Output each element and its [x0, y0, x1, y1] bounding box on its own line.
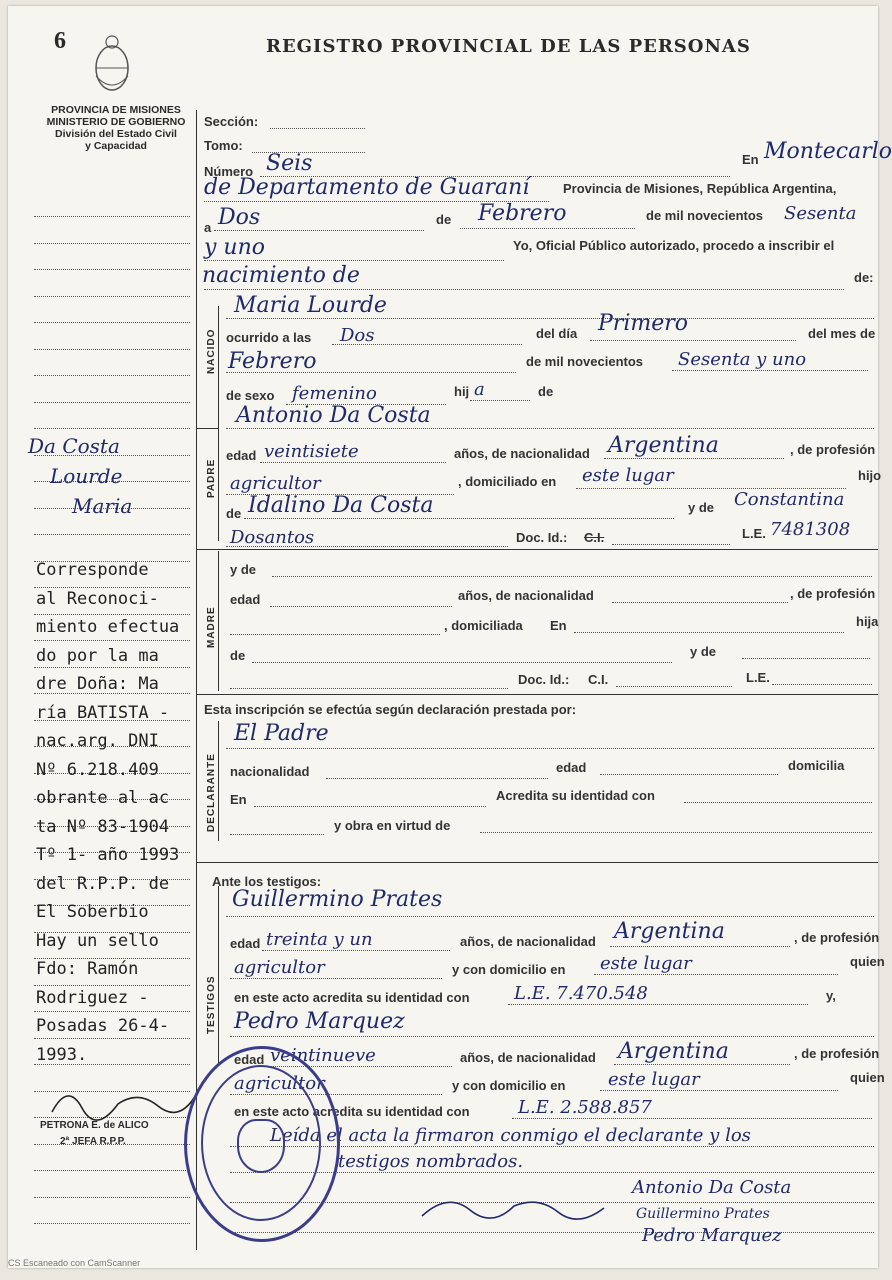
label-en-este-acto: en este acto acredita su identidad con [234, 1104, 470, 1119]
entry-testigo2-nombre: Pedro Marquez [234, 1009, 405, 1034]
rule [226, 748, 874, 749]
label-de-profesion: , de profesión [790, 586, 876, 601]
birth-certificate-page [8, 6, 892, 1268]
rule [616, 686, 732, 687]
label-de-mil-novecientos: de mil novecientos [526, 354, 644, 369]
rule [480, 832, 872, 833]
rule [214, 230, 424, 231]
label-en: En [230, 792, 247, 807]
rule [332, 344, 522, 345]
issuer-block [36, 104, 196, 152]
label-edad: edad [230, 592, 261, 607]
label-yo-oficial: Yo, Oficial Público autorizado, procedo a inscribir el [513, 238, 835, 253]
side-label-padre: PADRE [206, 458, 217, 498]
label-nacionalidad: nacionalidad [230, 764, 310, 779]
rule [230, 978, 442, 979]
entry-testigo2-prof: agricultor [234, 1073, 325, 1094]
margin-annotation-line: ta Nº 83-1904 [36, 816, 170, 837]
rule [574, 632, 844, 633]
rule [230, 1036, 874, 1037]
label-y-de: y de [690, 644, 717, 659]
label-de-profesion: , de profesión [794, 930, 880, 945]
entry-testigo2-edad: veintinueve [270, 1045, 376, 1066]
rule [600, 774, 778, 775]
rule [672, 370, 868, 371]
label-de-colon: de: [854, 270, 874, 285]
margin-rule [34, 296, 190, 297]
label-edad: edad [230, 936, 261, 951]
margin-name-c: Maria [72, 494, 133, 518]
label-doc-id: Doc. Id.: [516, 530, 568, 545]
label-domicilia: domicilia [788, 758, 845, 773]
rule [612, 602, 788, 603]
side-label-madre: MADRE [206, 606, 217, 648]
madre-rule [218, 551, 219, 691]
side-label-declarante: DECLARANTE [206, 753, 217, 832]
margin-rule [34, 534, 190, 535]
rule [226, 372, 516, 373]
rule [252, 662, 672, 663]
entry-departamento: de Departamento de Guaraní [204, 175, 530, 200]
margin-rule [34, 402, 190, 403]
label-seccion: Sección: [204, 114, 259, 129]
entry-nombre-nacido: Maria Lourde [234, 293, 387, 318]
rule [272, 576, 872, 577]
margin-annotation-line: Nº 6.218.409 [36, 759, 159, 780]
margin-annotation-line: Tº 1- año 1993 [36, 845, 180, 865]
label-de-profesion: , de profesión [790, 442, 876, 457]
rule [226, 318, 874, 319]
label-provincia: Provincia de Misiones, República Argentina, [563, 181, 837, 196]
label-con-domicilio: y con domicilio en [452, 1078, 566, 1093]
entry-testigo2-nac: Argentina [618, 1039, 729, 1064]
rule [204, 289, 844, 290]
rule [230, 688, 508, 689]
rule [604, 458, 784, 459]
label-a: a [204, 220, 212, 235]
rule [460, 228, 635, 229]
rule [772, 684, 872, 685]
label-de-profesion: , de profesión [794, 1046, 880, 1061]
entry-mes-inscripcion: Febrero [478, 201, 567, 226]
rule [470, 400, 530, 401]
official-seal-icon [184, 1046, 340, 1242]
margin-name-block [28, 434, 188, 518]
margin-rule [34, 1223, 190, 1224]
nacido-padre-rule [218, 306, 219, 541]
margin-rule [34, 349, 190, 350]
entry-hij-suffix: a [474, 379, 485, 400]
side-label-testigos: TESTIGOS [206, 975, 217, 1034]
oficial-signature [418, 1186, 608, 1226]
issuer-line1: PROVINCIA DE MISIONES [51, 104, 181, 116]
section-divider [196, 428, 218, 429]
margin-stamp-line1: PETRONA E. de ALICO [40, 1120, 149, 1131]
side-label-nacido: NACIDO [206, 328, 217, 374]
entry-padre-nacionalidad: Argentina [608, 433, 719, 458]
label-del-mes: del mes de [808, 326, 876, 341]
rule [326, 778, 548, 779]
section-divider [196, 694, 878, 695]
entry-anio-a: Sesenta [784, 203, 857, 224]
entry-padre-madre-a: Constantina [734, 489, 845, 510]
margin-annotation-line: El Soberbio [36, 902, 149, 922]
declarante-rule [218, 721, 219, 841]
issuer-line2: MINISTERIO DE GOBIERNO [46, 116, 186, 128]
entry-lugar: Montecarlo [764, 139, 892, 164]
label-domiciliado: , domiciliado en [458, 474, 557, 489]
margin-name-a: Da Costa [28, 434, 120, 458]
rule [204, 260, 504, 261]
entry-padre-edad: veintisiete [264, 441, 359, 462]
signature-antonio: Antonio Da Costa [632, 1177, 792, 1198]
margin-name-b: Lourde [50, 464, 123, 488]
rule [270, 128, 365, 129]
rule [590, 340, 796, 341]
rule [612, 544, 730, 545]
margin-signature [48, 1078, 198, 1122]
label-de: de [436, 212, 452, 227]
label-del-dia: del día [536, 326, 578, 341]
entry-padre-profesion: agricultor [230, 473, 321, 494]
entry-padre-le: 7481308 [770, 519, 851, 540]
rule [226, 546, 508, 547]
entry-testigo2-dom: este lugar [608, 1069, 700, 1090]
entry-declarante: El Padre [234, 721, 329, 746]
label-hijo: hijo [858, 468, 882, 483]
margin-annotation-line: nac.arg. DNI [36, 731, 159, 751]
entry-testigo2-doc: L.E. 2.588.857 [518, 1097, 652, 1118]
signature-pedro: Pedro Marquez [642, 1225, 782, 1246]
entry-hora: Dos [340, 325, 375, 346]
signature-guillermino: Guillermino Prates [636, 1206, 770, 1222]
label-anos-nacionalidad: años, de nacionalidad [460, 934, 596, 949]
rule [742, 658, 870, 659]
entry-padre-domicilio: este lugar [582, 465, 674, 486]
margin-rule [34, 1170, 190, 1171]
margin-annotation-line: del R.P.P. de [36, 873, 170, 894]
label-en: En [550, 618, 567, 633]
margin-rule [34, 375, 190, 376]
label-edad: edad [226, 448, 257, 463]
rule [244, 518, 674, 519]
rule [610, 946, 790, 947]
label-ci: C.I. [588, 672, 609, 687]
entry-dia-inscripcion: Dos [218, 205, 261, 230]
testigos-rule [218, 886, 219, 1066]
rule [230, 834, 324, 835]
label-ante-testigos: Ante los testigos: [212, 874, 322, 889]
rule [260, 462, 446, 463]
page-number: 6 [54, 28, 66, 54]
margin-rule [34, 243, 190, 244]
label-de-sexo: de sexo [226, 388, 275, 403]
margin-rule [34, 216, 190, 217]
label-con-domicilio: y con domicilio en [452, 962, 566, 977]
entry-padre-doc-ci: C.I. [584, 530, 605, 545]
entry-padre-padre: Idalino Da Costa [248, 493, 434, 518]
coat-of-arms-icon [90, 32, 134, 96]
label-anos-nacionalidad: años, de nacionalidad [460, 1050, 596, 1065]
margin-rule [34, 269, 190, 270]
margin-annotation-line: Fdo: Ramón [36, 959, 139, 979]
entry-padre-nombre: Antonio Da Costa [236, 403, 431, 428]
label-quien: quien [850, 954, 885, 969]
label-y-de: y de [230, 562, 257, 577]
margin-annotation-line: al Reconoci- [36, 588, 159, 609]
rule [600, 1090, 838, 1091]
label-le: L.E. [742, 526, 766, 541]
rule [262, 950, 450, 951]
entry-dia-nac: Primero [598, 311, 688, 336]
label-doc-id: Doc. Id.: [518, 672, 570, 687]
rule [684, 802, 872, 803]
entry-testigo1-nac: Argentina [614, 919, 725, 944]
label-hij: hij [454, 384, 470, 399]
entry-sexo: femenino [292, 383, 377, 404]
entry-testigo1-edad: treinta y un [266, 929, 373, 950]
entry-cierre-b: testigos nombrados. [338, 1151, 524, 1172]
margin-annotation-line: Hay un sello [36, 930, 159, 951]
margin-rule [34, 428, 190, 429]
entry-padre-madre-b: Dosantos [230, 527, 315, 548]
entry-testigo1-dom: este lugar [600, 953, 692, 974]
label-numero: Número [204, 164, 254, 179]
label-domiciliada: , domiciliada [444, 618, 523, 633]
label-obra: y obra en virtud de [334, 818, 451, 833]
rule [254, 806, 486, 807]
label-y-de: y de [688, 500, 715, 515]
rule [508, 1004, 808, 1005]
label-le: L.E. [746, 670, 770, 685]
label-anos-nacionalidad: años, de nacionalidad [458, 588, 594, 603]
margin-annotation [36, 556, 196, 1069]
entry-numero: Seis [266, 151, 313, 176]
entry-testigo1-prof: agricultor [234, 957, 325, 978]
label-mil-novecientos: de mil novecientos [646, 208, 764, 223]
entry-cierre-a: Leída el acta la firmaron conmigo el declarante y los [270, 1125, 751, 1146]
margin-annotation-line: Corresponde [36, 560, 149, 580]
entry-anio-b: y uno [204, 235, 266, 260]
label-en-este-acto: en este acto acredita su identidad con [234, 990, 470, 1005]
entry-acto: nacimiento de [202, 263, 360, 288]
label-ocurrido: ocurrido a las [226, 330, 312, 345]
rule [594, 974, 838, 975]
margin-annotation-line: dre Doña: Ma [36, 674, 159, 694]
label-hija: hija [856, 614, 879, 629]
scanner-watermark: CS Escaneado con CamScanner [8, 1258, 141, 1268]
label-y-coma: y, [826, 988, 836, 1003]
section-divider [196, 862, 878, 863]
margin-rule [34, 1197, 190, 1198]
entry-testigo1-nombre: Guillermino Prates [232, 887, 443, 912]
label-de: de [226, 506, 242, 521]
rule [226, 916, 874, 917]
margin-stamp-line2: 2ª JEFA R.P.P. [60, 1136, 126, 1147]
label-de: de [230, 648, 246, 663]
label-tomo: Tomo: [204, 138, 243, 153]
margin-annotation-line: do por la ma [36, 645, 159, 666]
entry-mes-nac: Febrero [228, 349, 317, 374]
document-title: REGISTRO PROVINCIAL DE LAS PERSONAS [266, 36, 751, 57]
label-quien: quien [850, 1070, 885, 1085]
issuer-line3: División del Estado Civil [55, 128, 177, 140]
label-anos-nacionalidad: años, de nacionalidad [454, 446, 590, 461]
margin-annotation-line: miento efectua [36, 617, 180, 637]
rule [226, 428, 874, 429]
label-esta-inscripcion: Esta inscripción se efectúa según declaración prestada por: [204, 702, 577, 717]
rule [614, 1064, 790, 1065]
margin-annotation-line: 1993. [36, 1044, 88, 1065]
margin-annotation-line: Posadas 26-4- [36, 1016, 170, 1036]
label-edad: edad [234, 1052, 265, 1067]
rule [512, 1118, 872, 1119]
entry-testigo1-doc: L.E. 7.470.548 [514, 983, 648, 1004]
label-acredita: Acredita su identidad con [496, 788, 655, 803]
entry-anio-nac: Sesenta y uno [678, 349, 807, 370]
margin-rule [34, 322, 190, 323]
label-edad: edad [556, 760, 587, 775]
issuer-line4: y Capacidad [85, 140, 147, 152]
rule [230, 634, 440, 635]
margin-annotation-line: obrante al ac [36, 788, 170, 808]
label-de: de [538, 384, 554, 399]
margin-annotation-line: ría BATISTA - [36, 702, 170, 723]
rule [270, 606, 452, 607]
margin-annotation-line: Rodriguez - [36, 987, 149, 1008]
label-en: En [742, 152, 759, 167]
